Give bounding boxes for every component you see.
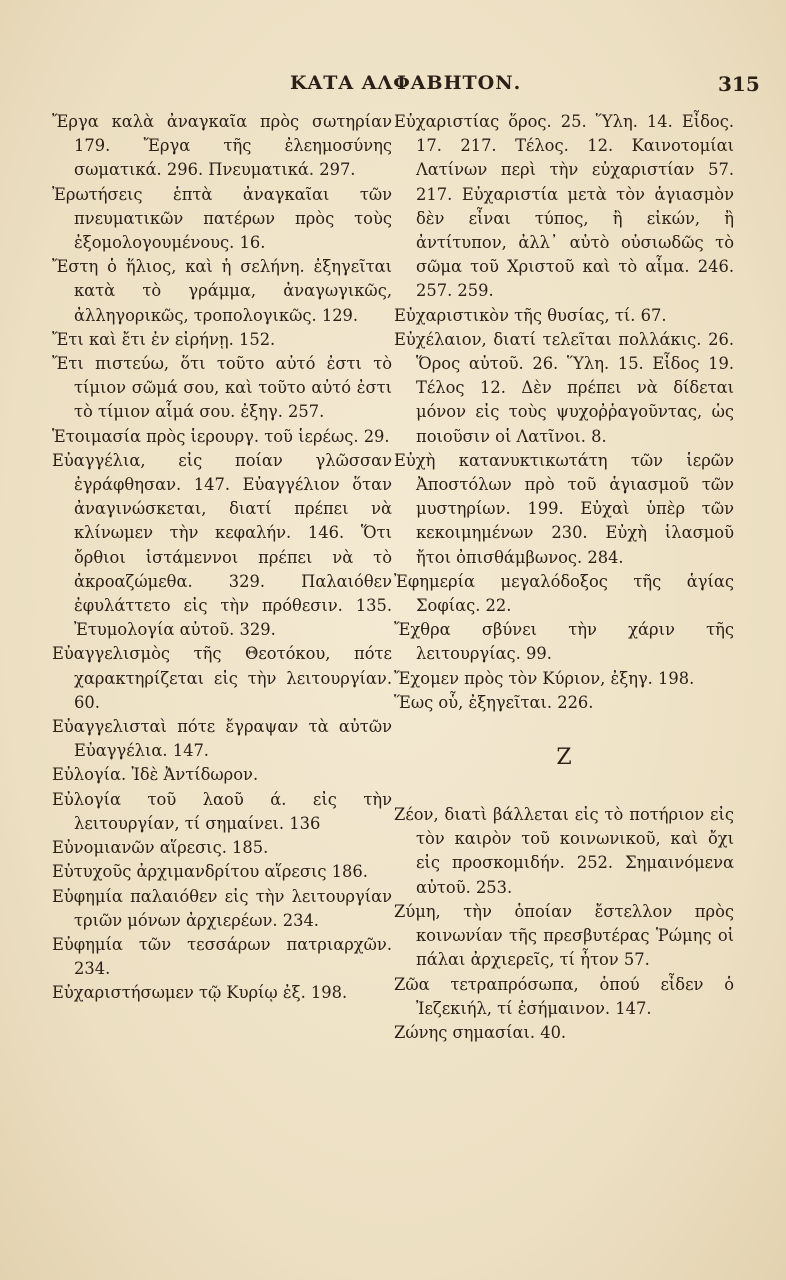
section-letter-heading: Ζ bbox=[556, 745, 572, 771]
index-entry: Εὐχαριστίας ὅρος. 25. Ὕλη. 14. Εἶδος. 17. 217. Τέλος. 12. Καινοτομίαι Λατίνων περὶ τὴν εὐχαριστίαν 57. 217. Εὐχαριστία μετὰ τὸν ἁγιασμὸν δὲν εἶναι τύπος, ἢ εἰκών, ἢ ἀντίτυπον, ἀλλ᾽ αὐτὸ οὐσιωδῶς τὸ σῶμα τοῦ Χριστοῦ καὶ τὸ αἷμα. 246. 257. 259. bbox=[394, 112, 734, 301]
index-entry: Εὐαγγέλια, εἰς ποίαν γλῶσσαν ἐγράφθησαν. 147. Εὐαγγέλιον ὅταν ἀναγινώσκεται, διατί πρέπει νὰ κλίνωμεν τὴν κεφαλήν. 146. Ὅτι ὄρθιοι ἱστάμεννοι πρέπει νὰ τὸ ἀκροαζώμεθα. 329. Παλαιόθεν ἐφυλάττετο εἰς τὴν πρόθεσιν. 135. Ἐτυμολογία αὐτοῦ. 329. bbox=[52, 450, 392, 640]
index-entry: Εὐλογία τοῦ λαοῦ ά. εἰς τὴν λειτουργίαν, τί σημαίνει. 136 bbox=[52, 789, 392, 833]
index-entry: Εὐχαριστικὸν τῆς θυσίας, τί. 67. bbox=[394, 305, 667, 325]
index-entry: Ἐρωτήσεις ἑπτὰ ἀναγκαῖαι τῶν πνευματικῶν πατέρων πρὸς τοὺς ἐξομολογουμένους. 16. bbox=[52, 184, 392, 253]
index-entry: Εὐφημία τῶν τεσσάρων πατριαρχῶν. 234. bbox=[52, 934, 392, 979]
index-entry: Ἔτι καὶ ἔτι ἐν εἰρήνῃ. 152. bbox=[52, 329, 276, 349]
index-entry: Ζῶα τετραπρόσωπα, ὁπού εἶδεν ὁ Ἰεζεκιήλ, τί ἐσήμαινον. 147. bbox=[394, 974, 734, 1018]
index-entry: Ἔστη ὁ ἥλιος, καὶ ἡ σελήνη. ἐξηγεῖται κατὰ τὸ γράμμα, ἀναγωγικῶς, ἀλληγορικῶς, τροπολογικῶς. 129. bbox=[52, 257, 392, 325]
index-entry: Ἔχομεν πρὸς τὸν Κύριον, ἐξηγ. 198. bbox=[394, 668, 695, 688]
index-entry: Ζώνης σημασίαι. 40. bbox=[394, 1022, 567, 1042]
page-header bbox=[0, 72, 786, 102]
index-entry: Εὐτυχοῦς ἀρχιμανδρίτου αἵρεσις 186. bbox=[52, 862, 368, 882]
index-entry: Εὐφημία παλαιόθεν εἰς τὴν λειτουργίαν τριῶν μόνων ἀρχιερέων. 234. bbox=[52, 886, 392, 930]
index-entry: Ζέον, διατὶ βάλλεται εἰς τὸ ποτήριον εἰς τὸν καιρὸν τοῦ κοινωνικοῦ, καὶ ὄχι εἰς προσκομιδήν. 252. Σημαινόμενα αὐτοῦ. 253. bbox=[394, 805, 734, 897]
index-entry: Ἔργα καλὰ ἀναγκαῖα πρὸς σωτηρίαν 179. Ἔργα τῆς ἐλεημοσύνης σωματικά. 296. Πνευματικά. 297. bbox=[52, 112, 392, 180]
index-entry: Εὐαγγελισταὶ πότε ἔγραψαν τὰ αὐτῶν Εὐαγγέλια. 147. bbox=[52, 717, 392, 761]
left-column bbox=[52, 110, 392, 1006]
index-entry: Ἔχθρα σβύνει τὴν χάριν τῆς λειτουργίας. 99. bbox=[394, 620, 734, 664]
index-entry: Εὐχαριστήσωμεν τῷ Κυρίῳ ἐξ. 198. bbox=[52, 983, 348, 1003]
index-entry: Εὐλογία. Ἰδὲ Ἀντίδωρον. bbox=[52, 765, 259, 785]
index-entry: Εὐαγγελισμὸς τῆς Θεοτόκου, πότε χαρακτηρίζεται εἰς τὴν λειτουργίαν. 60. bbox=[52, 644, 392, 712]
index-entry: Εὐνομιανῶν αἵρεσις. 185. bbox=[52, 838, 269, 858]
index-entry: Ζύμη, τὴν ὁποίαν ἔστελλον πρὸς κοινωνίαν τῆς πρεσβυτέρας Ῥώμης οἱ πάλαι ἀρχιερεῖς, τί ἦτον 57. bbox=[394, 901, 734, 970]
index-entry: Ἐφημερία μεγαλόδοξος τῆς ἁγίας Σοφίας. 22. bbox=[394, 571, 734, 616]
index-entry: Ἑτοιμασία πρὸς ἱερουργ. τοῦ ἱερέως. 29. bbox=[52, 426, 390, 446]
running-title: ΚΑΤΑ ΑΛΦΑΒΗΤΟΝ. bbox=[290, 72, 522, 94]
page-number: 315 bbox=[718, 72, 760, 96]
right-column bbox=[394, 110, 734, 1045]
index-entry: Εὐχέλαιον, διατί τελεῖται πολλάκις. 26. Ὅρος αὐτοῦ. 26. Ὕλη. 15. Εἶδος 19. Τέλος 12. Δὲν πρέπει νὰ δίδεται μόνον εἰς τοὺς ψυχοῤῥαγοῦντας, ὡς ποιοῦσιν οἱ Λατῖνοι. 8. bbox=[394, 329, 734, 446]
index-entry: Ἕως οὗ, ἐξηγεῖται. 226. bbox=[394, 692, 594, 712]
index-entry: Ἔτι πιστεύω, ὅτι τοῦτο αὐτό ἐστι τὸ τίμιον σῶμά σου, καὶ τοῦτο αὐτό ἐστι τὸ τίμιον αἷμά σου. ἐξηγ. 257. bbox=[52, 354, 392, 422]
index-entry: Εὐχὴ κατανυκτικωτάτη τῶν ἱερῶν Ἀποστόλων πρὸ τοῦ ἁγιασμοῦ τῶν μυστηρίων. 199. Εὐχαὶ ὑπὲρ τῶν κεκοιμημένων 230. Εὐχὴ ἱλασμοῦ ἤτοι ὀπισθάμβωνος. 284. bbox=[394, 450, 734, 567]
